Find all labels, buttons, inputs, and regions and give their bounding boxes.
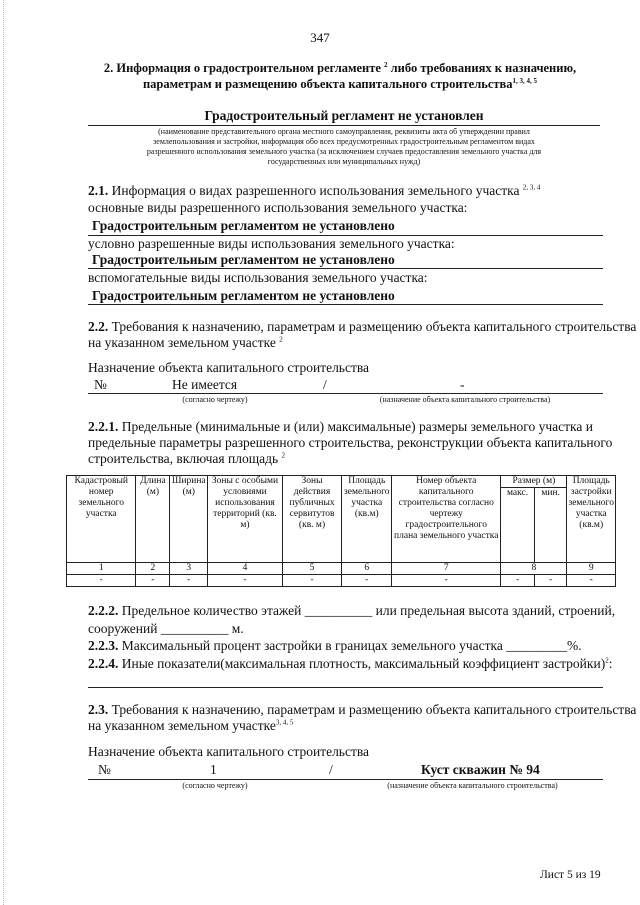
s22-no-label: № [94,377,107,392]
s22-slash: / [323,377,327,392]
s21-title [88,183,540,199]
s223 [88,638,582,654]
table-cell: - [392,575,501,587]
col-number: 8 [501,563,567,575]
col-number: 5 [282,563,342,575]
col-number: 1 [67,563,136,575]
heading-line1: 2. Информация о градостроительном регламенте [103,61,381,75]
s22-no-value: Не имеется [172,377,238,392]
col-number: 3 [170,563,208,575]
header-built-area: Площадь застройки земельного участка (кв.м) [567,476,616,563]
table-cell: - [67,575,136,587]
heading-sup2: 1, 3, 4, 5 [512,76,538,85]
s23-title-line1: Требования к назначению, параметрам и размещению объекта капитального строительства [111,702,637,717]
s21-title-text: Информация о видах разрешенного использования земельного участка [111,183,520,198]
s222-text1: Предельное количество этажей __________ или предельная высота зданий, строений, [121,603,616,618]
col-number: 2 [136,563,170,575]
s223-num: 2.2.3. [88,638,119,653]
note-line: землепользования и застройки, информация обо всех предусмотренных градостроительным регламентом видах [153,137,535,146]
heading-line1b: либо требованиях к назначению, [390,61,577,75]
divider [88,687,603,688]
s21-main-label: основные виды разрешенного использования земельного участка: [88,200,468,215]
s23-caption-right: (назначение объекта капитального строительства) [387,781,558,790]
section-heading [60,60,620,92]
s22-sup: 2 [279,335,283,344]
table-cell: - [282,575,342,587]
s21-cond-label: условно разрешенные виды использования земельного участка: [88,236,455,251]
s22-title-line1: Требования к назначению, параметрам и размещению объекта капитального строительства [111,319,637,334]
s22-purpose-label: Назначение объекта капитального строительства [88,360,370,375]
table-header-row [67,476,616,488]
table-cell: - [208,575,283,587]
s21-aux-value: Градостроительным регламентом не установлено [92,288,395,303]
s23-purpose-value: Куст скважин № 94 [421,762,540,777]
s23-num: 2.3. [88,702,109,717]
s224-sup: 2 [605,656,609,665]
heading-line2: параметрам и размещению объекта капитального строительства [142,77,513,91]
s22-num: 2.2. [88,319,109,334]
divider [88,268,603,269]
note-line: государственных или муниципальных нужд) [267,157,421,166]
header-width: Ширина (м) [170,476,208,563]
s22-title-2 [88,335,283,351]
s21-aux-label: вспомогательные виды использования земельного участка: [88,270,428,285]
s21-cond-value: Градостроительным регламентом не установлено [92,252,395,267]
table-cell: - [170,575,208,587]
reglament-status: Градостроительный регламент не установлен [204,108,484,123]
header-special-zones: Зоны с особыми условиями использования территорий (кв. м) [208,476,283,563]
s221-num: 2.2.1. [88,419,119,434]
col-number: 6 [342,563,392,575]
s23-title-2 [88,718,293,734]
table-cell: - [136,575,170,587]
s21-sup: 2, 3, 4 [522,183,541,192]
s23-slash: / [329,762,333,777]
s22-caption-right: (назначение объекта капитального строительства) [379,395,551,404]
table-cell: - [534,575,567,587]
col-number: 9 [567,563,616,575]
sheet-counter: Лист 5 из 19 [540,869,601,881]
header-cadastral: Кадастровый номер земельного участка [67,476,136,563]
divider [88,779,603,780]
header-plot-area: Площадь земельного участка (кв.м) [342,476,392,563]
subheader-min: мин. [534,488,567,563]
s23-sup: 3, 4, 5 [275,718,294,727]
note-line: (наименование представительного органа местного самоуправления, реквизиты акта об утверждении правил [158,127,530,136]
parameters-table [66,475,616,587]
s221-sup: 2 [281,451,286,460]
divider [88,304,603,305]
s222-num: 2.2.2. [88,603,119,618]
s224 [88,656,612,672]
s224-tail: : [608,656,613,671]
divider [88,125,600,126]
heading-sup1: 2 [384,60,388,69]
s224-num: 2.2.4. [88,656,119,671]
header-object-number: Номер объекта капитального строительства согласно чертежу градостроительного плана земельного участка [392,476,501,563]
s224-text: Иные показатели(максимальная плотность, максимальный коэффициент застройки) [121,656,606,671]
s221-text [88,419,615,467]
divider [88,393,603,394]
table-number-row [67,563,616,575]
col-number: 7 [392,563,501,575]
header-size: Размер (м) [501,476,567,488]
s23-caption-left: (согласно чертежу) [182,781,248,790]
s21-num: 2.1. [88,183,109,198]
s23-title [88,702,636,718]
header-servitude-zones: Зоны действия публичных сервитутов (кв. м) [282,476,342,563]
note-line: разрешенного использования земельного участка (за исключением случаев предоставления земельного участка для [146,147,542,156]
s221-line3: строительства, включая площадь [88,451,279,466]
s222-line1 [88,603,615,619]
s22-title [88,319,636,335]
s22-title-line2: на указанном земельном участке [88,335,276,350]
s221-line2: предельные параметры разрешенного строительства, реконструкции объекта капитального [88,435,613,450]
s21-main-value: Градостроительным регламентом не установлено [92,218,395,233]
s22-caption-left: (согласно чертежу) [182,395,248,404]
table-cell: - [501,575,535,587]
s223-text: Максимальный процент застройки в границах земельного участка _________%. [121,638,582,653]
s22-dash: - [460,377,465,392]
table-cell: - [342,575,392,587]
s23-no-label: № [98,762,111,777]
s23-no-value: 1 [210,762,217,777]
s221-line1: Предельные (минимальные и (или) максимальные) размеры земельного участка и [121,419,593,434]
table-cell: - [567,575,616,587]
col-number: 4 [208,563,283,575]
page-number: 347 [310,30,330,45]
reglament-note [88,127,600,167]
binding-dots [3,0,4,905]
header-length: Длина (м) [136,476,170,563]
s23-purpose-label: Назначение объекта капитального строительства [88,744,370,759]
subheader-max: макс. [501,488,535,563]
s222-line2: сооружений __________ м. [88,621,244,636]
table-row [67,575,616,587]
s23-title-line2: на указанном земельном участке [88,718,276,733]
